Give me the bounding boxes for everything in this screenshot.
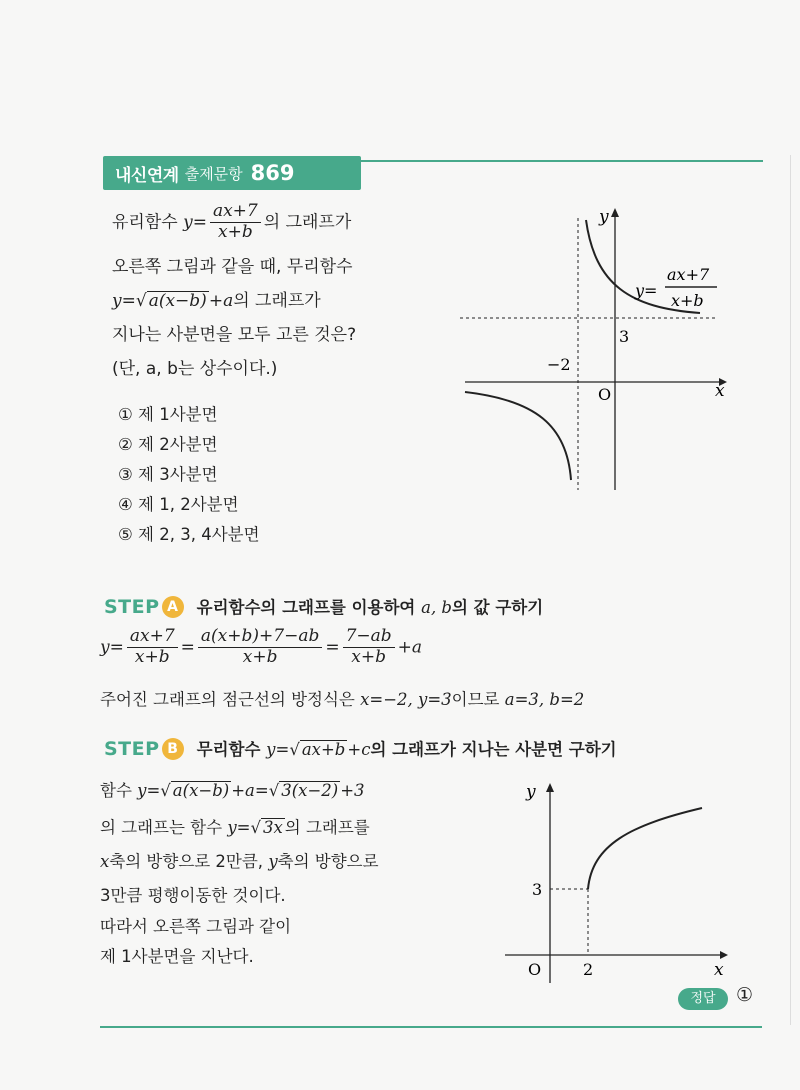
- choice-list: [118, 400, 260, 550]
- asymptote-y-value: 3: [619, 327, 630, 346]
- question-line-4: 지나는 사분면을 모두 고른 것은?: [112, 325, 357, 345]
- footer-rule: [100, 1026, 762, 1028]
- fraction-1: $\frac{ax+7}{x+b}$: [127, 628, 178, 667]
- question-line-3: [112, 284, 321, 318]
- choice-4[interactable]: ④ 제 1, 2사분면: [118, 495, 239, 514]
- sqrt-expression: √ a(x−b): [135, 291, 207, 311]
- y-axis-arrow: [611, 208, 619, 217]
- header-rule: [361, 160, 763, 162]
- y-axis-label: y: [526, 782, 536, 802]
- step-b-line-5: 따라서 오른쪽 그림과 같이: [100, 917, 292, 936]
- step-b-line-6: 제 1사분면을 지난다.: [100, 947, 254, 966]
- y-axis-label: y: [599, 207, 609, 227]
- lower-branch: [465, 392, 571, 480]
- step-b-heading: [104, 736, 617, 760]
- x-tick-2: 2: [583, 960, 594, 979]
- fraction-2: $\frac{a(x+b)+7-ab}{x+b}$: [198, 628, 322, 667]
- step-badge: A: [162, 596, 184, 618]
- step-a-asymptote-line: 주어진 그래프의 점근선의 방정식은 x=−2, y=3이므로 a=3, b=2: [100, 690, 585, 709]
- fraction-denominator: x+b: [217, 221, 253, 242]
- asymptote-x-value: −2: [547, 355, 571, 374]
- math-y: y=: [100, 637, 124, 658]
- step-b-title: 무리함수 y=√ ax+b +c의 그래프가 지나는 사분면 구하기: [196, 740, 617, 759]
- question-text: 의 그래프가: [233, 291, 321, 311]
- problem-number: 869: [250, 161, 295, 185]
- header-label: 내신연계: [115, 165, 179, 186]
- answer-value: ①: [736, 984, 754, 1006]
- step-a-title: 유리함수의 그래프를 이용하여 a, b의 값 구하기: [196, 598, 544, 617]
- x-axis-label: x: [714, 960, 724, 980]
- header-sub: 출제문항: [184, 164, 243, 183]
- rational-graph: [455, 200, 755, 500]
- question-text: 유리함수: [112, 212, 184, 233]
- step-a-equation: y= $\frac{ax+7}{x+b}$ = $\frac{a(x+b)+7-ab}{x+b}$ = $\frac{7-ab}{x+b}$ +a: [100, 626, 423, 667]
- sqrt-curve: [588, 808, 702, 889]
- step-a-heading: [104, 594, 543, 618]
- y-tick-3: 3: [532, 880, 543, 899]
- origin-label: O: [528, 960, 542, 979]
- step-tag: STEP: [104, 738, 160, 760]
- x-axis-label: x: [715, 381, 725, 401]
- step-tag: STEP: [104, 596, 160, 618]
- step-badge: B: [162, 738, 184, 760]
- fraction-numerator: ax+7: [210, 203, 261, 223]
- question-text: 의 그래프가: [263, 212, 352, 233]
- question-line-1: [112, 203, 351, 242]
- fraction: [210, 203, 261, 242]
- curve-label-denominator: x+b: [671, 291, 704, 310]
- choice-3[interactable]: ③ 제 3사분면: [118, 465, 218, 484]
- question-line-2: 오른쪽 그림과 같을 때, 무리함수: [112, 257, 353, 277]
- step-b-line-1: 함수 y=√ a(x−b) +a=√ 3(x−2) +3: [100, 781, 365, 800]
- margin-line: [790, 155, 791, 1025]
- y-axis-arrow: [546, 783, 554, 792]
- question-line-5: (단, a, b는 상수이다.): [112, 359, 278, 379]
- math-y: y=: [183, 212, 207, 233]
- step-b-line-4: 3만큼 평행이동한 것이다.: [100, 886, 286, 905]
- problem-header: [103, 156, 361, 190]
- math-tail: +a: [208, 291, 234, 311]
- step-b-line-3: x축의 방향으로 2만큼, y축의 방향으로: [100, 852, 379, 871]
- origin-label: O: [598, 385, 612, 404]
- x-axis-arrow: [720, 951, 728, 959]
- radicand: a(x−b): [148, 291, 207, 311]
- choice-5[interactable]: ⑤ 제 2, 3, 4사분면: [118, 525, 260, 544]
- math-ab: a, b: [421, 598, 452, 617]
- choice-2[interactable]: ② 제 2사분면: [118, 435, 218, 454]
- math-y: y=: [112, 291, 136, 311]
- sqrt-graph: [500, 775, 740, 985]
- choice-1[interactable]: ① 제 1사분면: [118, 405, 218, 424]
- fraction-3: $\frac{7-ab}{x+b}$: [343, 628, 395, 667]
- answer-badge: 정답: [678, 988, 728, 1010]
- curve-label-y: y=: [635, 281, 658, 300]
- curve-label-numerator: ax+7: [667, 265, 710, 284]
- step-b-line-2: 의 그래프는 함수 y=√ 3x 의 그래프를: [100, 818, 370, 837]
